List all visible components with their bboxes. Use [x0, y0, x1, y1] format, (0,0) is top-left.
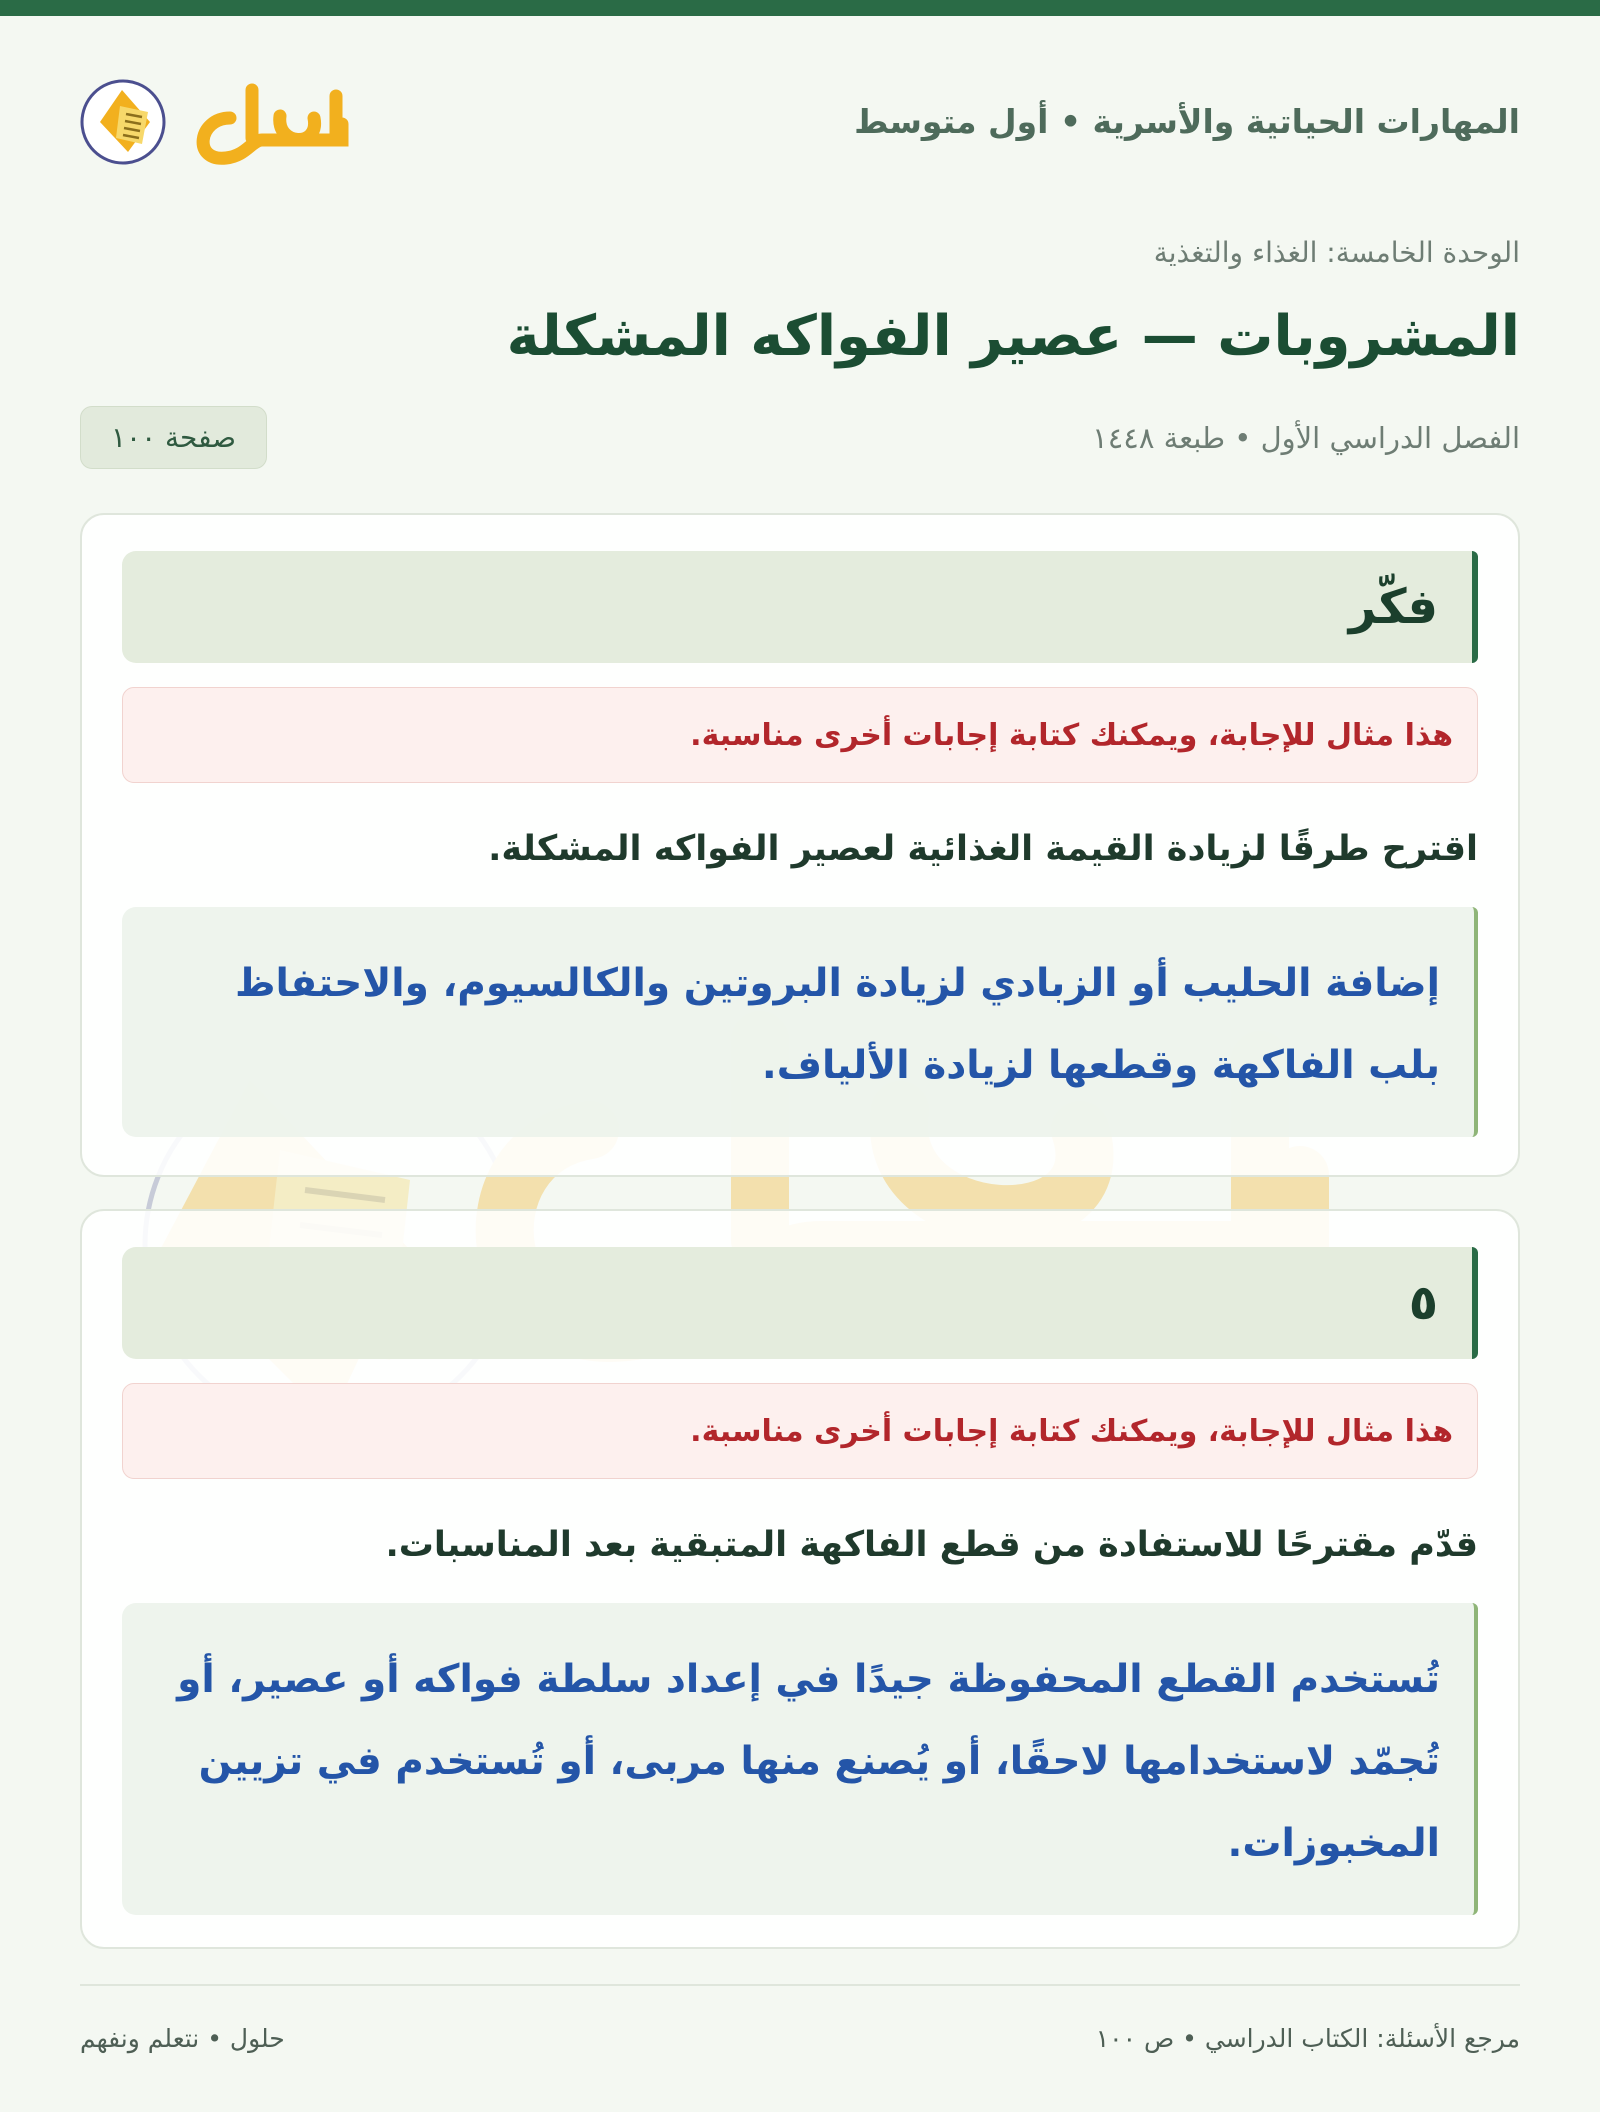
page-number-badge: صفحة ١٠٠: [80, 406, 267, 469]
answer-note: هذا مثال للإجابة، ويمكنك كتابة إجابات أخرى مناسبة.: [122, 687, 1478, 783]
page-header: [80, 16, 1520, 216]
subject-title: المهارات الحياتية والأسرية • أول متوسط: [854, 101, 1520, 141]
section-heading: ٥: [122, 1247, 1478, 1359]
brand-logo[interactable]: [80, 66, 360, 176]
section-card: [80, 513, 1520, 1177]
question-text: اقترح طرقًا لزيادة القيمة الغذائية لعصير الفواكه المشكلة.: [488, 829, 1478, 870]
answer-text: تُستخدم القطع المحفوظة جيدًا في إعداد سلطة فواكه أو عصير، أو تُجمّد لاستخدامها لاحقًا، أو يُصنع منها مربى، أو تُستخدم في تزيين المخبوزات.: [122, 1603, 1478, 1915]
page-footer: [80, 2024, 1520, 2053]
footer-reference: مرجع الأسئلة: الكتاب الدراسي • ص ١٠٠: [1095, 2024, 1520, 2053]
page-title: المشروبات — عصير الفواكه المشكلة: [506, 304, 1520, 369]
page: [0, 16, 1600, 2112]
footer-divider: [80, 1984, 1520, 1986]
answer-note: هذا مثال للإجابة، ويمكنك كتابة إجابات أخرى مناسبة.: [122, 1383, 1478, 1479]
brand-logo-icon: [80, 66, 360, 176]
unit-label: الوحدة الخامسة: الغذاء والتغذية: [1153, 236, 1520, 269]
answer-text: إضافة الحليب أو الزبادي لزيادة البروتين والكالسيوم، والاحتفاظ بلب الفاكهة وقطعها لزيادة الألياف.: [122, 907, 1478, 1137]
section-heading: فكّر: [122, 551, 1478, 663]
question-text: قدّم مقترحًا للاستفادة من قطع الفاكهة المتبقية بعد المناسبات.: [385, 1525, 1478, 1566]
semester-label: الفصل الدراسي الأول • طبعة ١٤٤٨: [1092, 420, 1520, 455]
top-accent-bar: [0, 0, 1600, 16]
footer-brand: حلول • نتعلم ونفهم: [80, 2024, 285, 2053]
section-card: [80, 1209, 1520, 1949]
meta-row: [80, 406, 1520, 469]
